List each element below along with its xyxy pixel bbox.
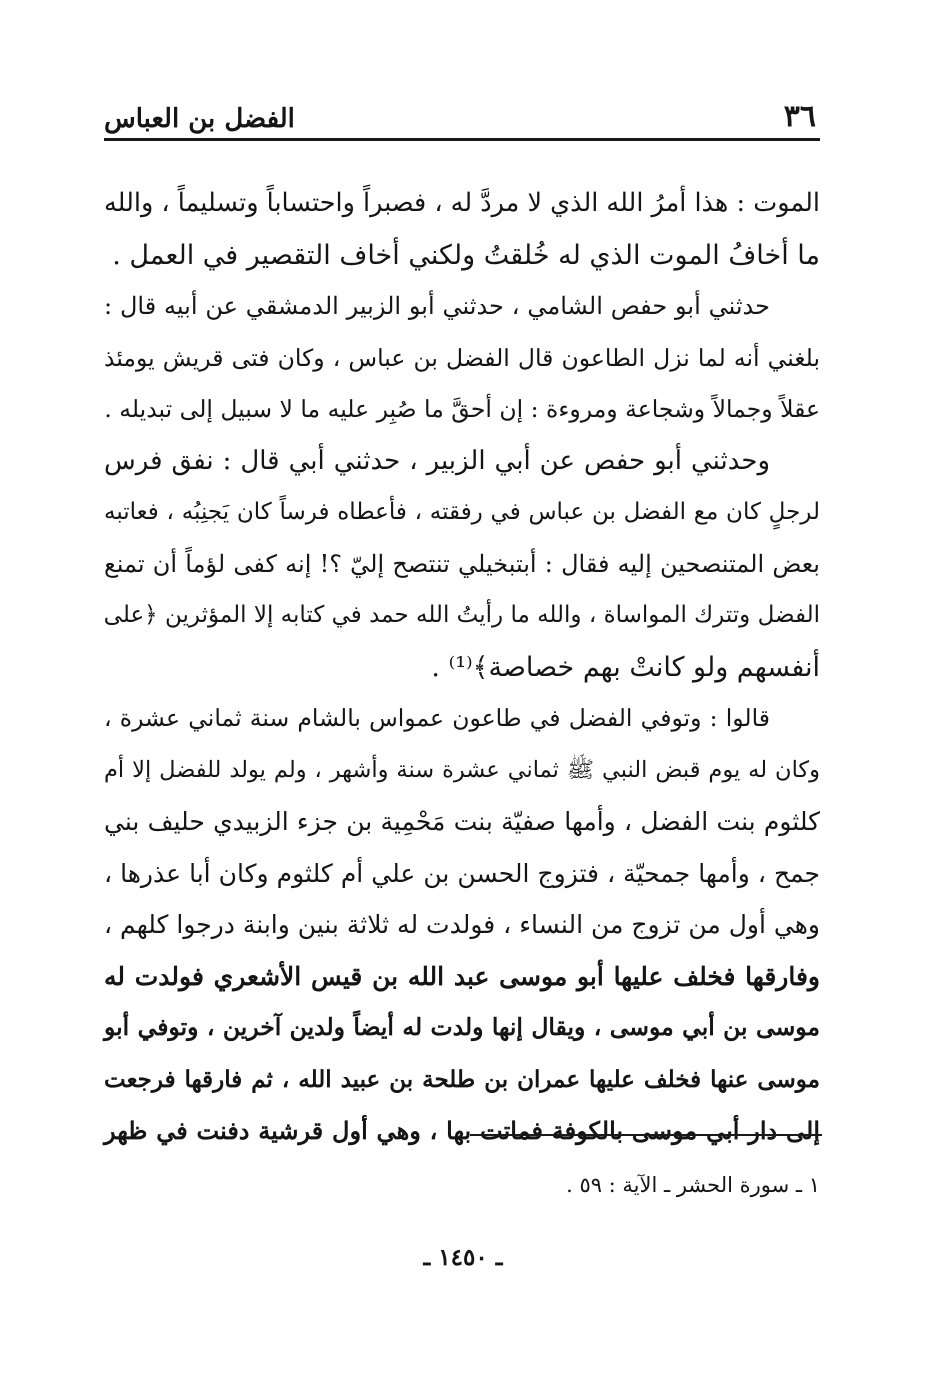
text-line: وكان له يوم قبض النبي ﷺ ثماني عشرة سنة وأشهر ، ولم يولد للفضل إلا أم [104,756,820,783]
text-line: وفارقها فخلف عليها أبو موسى عبد الله بن قيس الأشعري فولدت له [104,961,820,991]
text-line: لرجلٍ كان مع الفضل بن عباس في رفقته ، فأعطاه فرساً كان يَجنِبُه ، فعاتبه [104,499,820,525]
body-text [104,178,820,1157]
footnote-rule [470,1134,822,1136]
text-line: بعض المتنصحين إليه فقال : أبتبخيلي تنتصح إليّ ؟! إنه كفى لؤماً أن تمنع [104,549,820,578]
text-line: عقلاً وجمالاً وشجاعة ومروءة : إن أحقَّ ما صُبِر عليه ما لا سبيل إلى تبديله . [104,395,820,423]
text-line: إلى دار أبي موسى بالكوفة فماتت بها ، وهي أول قرشية دفنت في ظهر [104,1116,820,1145]
text-line: موسى عنها فخلف عليها عمران بن طلحة بن عبيد الله ، ثم فارقها فرجعت [104,1065,820,1093]
header-title: الفضل بن العباس [104,104,295,134]
text-line: الفضل وتترك المواساة ، والله ما رأيتُ الله حمد في كتابه إلا المؤثرين ﴿على [103,602,820,628]
text-line: وهي أول من تزوج من النساء ، فولدت له ثلاثة بنين وابنة درجوا كلهم ، [104,910,820,939]
header-rule [104,138,820,141]
text-line: بلغني أنه لما نزل الطاعون قال الفضل بن عباس ، وكان فتى قريش يومئذ [104,343,820,372]
text-line: جمح ، وأمها جمحيّة ، فتزوج الحسن بن علي أم كلثوم وكان أبا عذرها ، [104,858,820,888]
page-number: ـ ١٤٥٠ ـ [423,1244,503,1271]
text-line: ما أخافُ الموت الذي له خُلقتُ ولكني أخاف التقصير في العمل . [112,239,820,271]
text-line: أنفسهم ولو كانتْ بهم خصاصة﴾⁽¹⁾ . [431,651,820,683]
header-page-number: ٣٦ [783,99,816,134]
text-line: وحدثني أبو حفص عن أبي الزبير ، حدثني أبي قال : نفق فرس [104,445,770,476]
text-line: الموت : هذا أمرُ الله الذي لا مردَّ له ، فصبراً واحتساباً وتسليماً ، والله [104,188,820,218]
text-line: حدثني أبو حفص الشامي ، حدثني أبو الزبير الدمشقي عن أبيه قال : [104,292,770,320]
text-line: كلثوم بنت الفضل ، وأمها صفيّة بنت مَحْمِية بن جزء الزبيدي حليف بني [104,807,820,836]
footnote: ١ ـ سورة الحشر ـ الآية : ٥٩ . [566,1173,820,1197]
text-line: قالوا : وتوفي الفضل في طاعون عمواس بالشام سنة ثماني عشرة ، [104,704,770,732]
running-header [104,82,820,132]
text-line: موسى بن أبي موسى ، ويقال إنها ولدت له أيضاً ولدين آخرين ، وتوفي أبو [104,1013,820,1041]
